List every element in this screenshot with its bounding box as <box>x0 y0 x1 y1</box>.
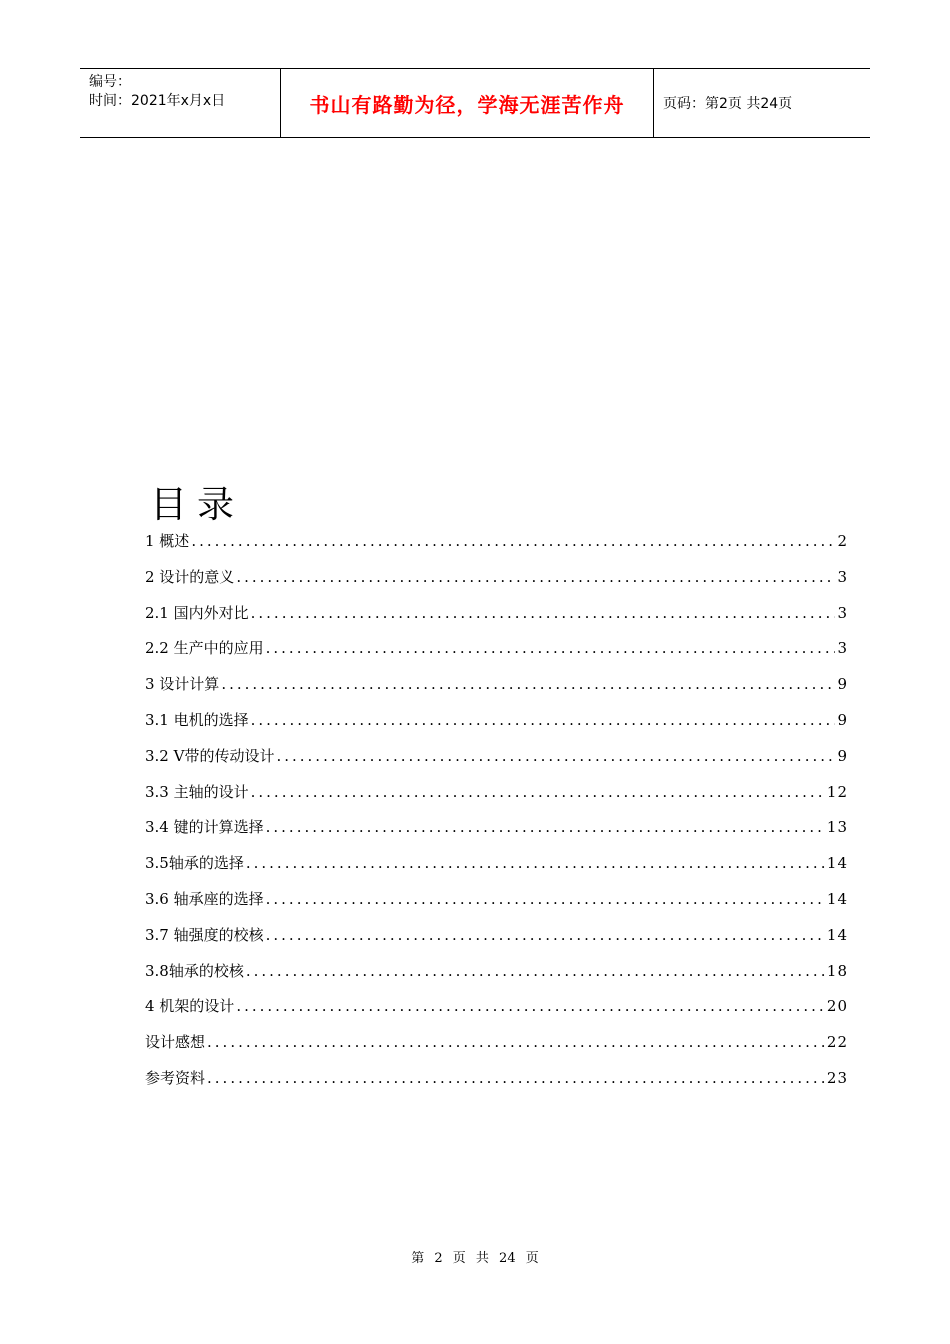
page-footer: 第 2 页 共 24 页 <box>411 1251 539 1266</box>
toc-entry[interactable] <box>145 960 848 996</box>
toc-entry[interactable] <box>145 995 848 1031</box>
toc-leader-dots <box>236 568 835 586</box>
toc-entry[interactable] <box>145 781 848 817</box>
toc-entry-page: 3 <box>837 603 848 622</box>
toc-entry[interactable] <box>145 602 848 638</box>
toc-entry-label: 3.4 键的计算选择 <box>145 818 264 837</box>
header-motto-cell <box>281 69 654 137</box>
toc-entry-page: 22 <box>826 1033 848 1052</box>
toc-leader-dots <box>207 1069 825 1087</box>
toc-entry-label: 3.6 轴承座的选择 <box>145 889 264 908</box>
header-page-code: 页码：第2页 共24页 <box>663 96 793 112</box>
toc-entry-page: 20 <box>826 997 848 1016</box>
toc-entry-label: 设计感想 <box>145 1033 206 1052</box>
toc-entry[interactable] <box>145 924 848 960</box>
toc-leader-dots <box>246 962 825 980</box>
toc-entry[interactable] <box>145 566 848 602</box>
toc-entry[interactable] <box>145 530 848 566</box>
toc-leader-dots <box>266 926 825 944</box>
header-motto: 书山有路勤为径，学海无涯苦作舟 <box>309 92 625 117</box>
toc-leader-dots <box>251 783 825 801</box>
toc-entry-label: 2 设计的意义 <box>145 567 235 586</box>
toc-entry-page: 12 <box>826 782 848 801</box>
toc-entry-page: 14 <box>826 854 848 873</box>
header-time-label: 时间：2021年x月x日 <box>89 93 226 109</box>
toc-entry-label: 1 概述 <box>145 532 190 550</box>
toc-entry[interactable] <box>145 1067 848 1103</box>
toc-leader-dots <box>251 604 836 622</box>
toc-entry-label: 3.7 轴强度的校核 <box>145 925 264 944</box>
toc-leader-dots <box>266 818 825 836</box>
toc-leader-dots <box>276 747 835 765</box>
toc-leader-dots <box>221 675 835 693</box>
toc-entry-page: 18 <box>826 961 848 980</box>
toc-entry-page: 3 <box>837 639 848 658</box>
toc-entry-page: 23 <box>826 1068 848 1087</box>
toc-entry-page: 3 <box>837 567 848 586</box>
page-header <box>80 68 870 138</box>
toc-entry-page: 14 <box>826 925 848 944</box>
toc-entry[interactable] <box>145 745 848 781</box>
toc-entry-label: 3 设计计算 <box>145 675 220 694</box>
toc-entry-page: 9 <box>837 675 848 694</box>
toc-leader-dots <box>266 890 825 908</box>
toc-leader-dots <box>207 1033 825 1051</box>
table-of-contents <box>145 530 848 1103</box>
header-page-cell <box>654 69 870 137</box>
toc-entry-label: 4 机架的设计 <box>145 997 235 1016</box>
toc-entry[interactable] <box>145 673 848 709</box>
toc-entry-page: 9 <box>837 710 848 729</box>
toc-entry[interactable] <box>145 1031 848 1067</box>
toc-leader-dots <box>246 854 825 872</box>
toc-entry-label: 参考资料 <box>145 1068 206 1087</box>
toc-leader-dots <box>251 711 836 729</box>
toc-entry-page: 2 <box>837 532 848 550</box>
toc-entry-label: 2.2 生产中的应用 <box>145 639 264 658</box>
toc-entry-label: 3.8轴承的校核 <box>145 961 244 980</box>
toc-leader-dots <box>266 639 836 657</box>
toc-entry[interactable] <box>145 852 848 888</box>
toc-entry-page: 13 <box>826 818 848 837</box>
toc-entry-label: 3.5轴承的选择 <box>145 854 244 873</box>
header-info-cell <box>80 69 281 137</box>
toc-entry-label: 3.2 V带的传动设计 <box>145 746 275 765</box>
toc-entry[interactable] <box>145 888 848 924</box>
toc-entry-page: 14 <box>826 889 848 908</box>
toc-leader-dots <box>236 997 825 1015</box>
toc-entry[interactable] <box>145 637 848 673</box>
toc-entry-label: 2.1 国内外对比 <box>145 603 249 622</box>
header-number-label: 编号： <box>89 74 131 90</box>
toc-entry-page: 9 <box>837 746 848 765</box>
toc-entry[interactable] <box>145 709 848 745</box>
toc-entry[interactable] <box>145 816 848 852</box>
toc-leader-dots <box>191 532 835 550</box>
toc-entry-label: 3.1 电机的选择 <box>145 710 249 729</box>
toc-title: 目录 <box>150 483 244 526</box>
toc-entry-label: 3.3 主轴的设计 <box>145 782 249 801</box>
